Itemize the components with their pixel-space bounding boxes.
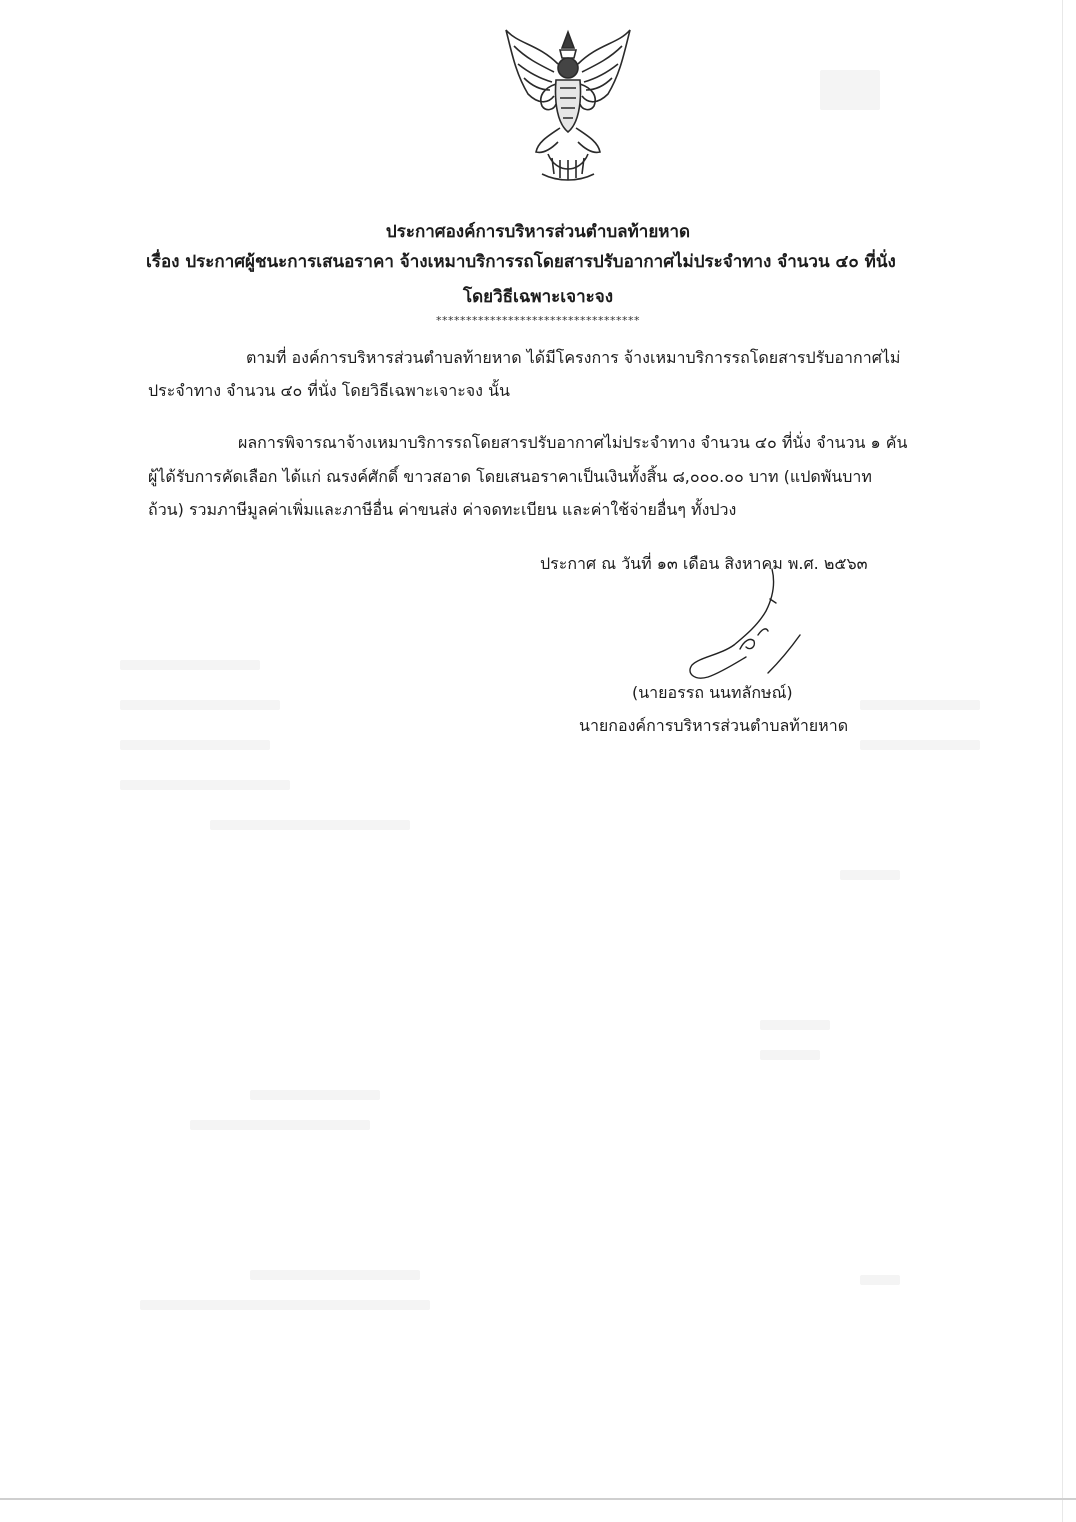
bleed-through-mark: [120, 660, 260, 670]
bleed-through-mark: [860, 700, 980, 710]
bleed-through-mark: [250, 1270, 420, 1280]
procurement-method: โดยวิธีเฉพาะเจาะจง: [462, 287, 614, 307]
bleed-through-mark: [760, 1050, 820, 1060]
paragraph-2-line-1: ผลการพิจารณาจ้างเหมาบริการรถโดยสารปรับอากาศไม่ประจำทาง จำนวน ๔๐ ที่นั่ง จำนวน ๑ คัน: [238, 433, 908, 452]
paragraph-2-line-3: ถ้วน) รวมภาษีมูลค่าเพิ่มและภาษีอื่น ค่าขนส่ง ค่าจดทะเบียน และค่าใช้จ่ายอื่นๆ ทั้งปวง: [148, 500, 737, 519]
bleed-through-mark: [190, 1120, 370, 1130]
announcement-subject: เรื่อง ประกาศผู้ชนะการเสนอราคา จ้างเหมาบริการรถโดยสารปรับอากาศไม่ประจำทาง จำนวน ๔๐ ที่นั่ง: [146, 252, 896, 272]
separator-stars: **********************************: [436, 314, 640, 327]
bleed-through-mark: [120, 740, 270, 750]
bleed-through-mark: [760, 1020, 830, 1030]
announcement-date: ประกาศ ณ วันที่ ๑๓ เดือน สิงหาคม พ.ศ. ๒๕๖๓: [540, 554, 868, 573]
page-bottom-edge: [0, 1498, 1076, 1500]
paragraph-1-line-2: ประจำทาง จำนวน ๔๐ ที่นั่ง โดยวิธีเฉพาะเจาะจง นั้น: [148, 381, 510, 400]
signer-name: (นายอรรถ นนทลักษณ์): [632, 683, 793, 702]
bleed-through-mark: [140, 1300, 430, 1310]
bleed-through-mark: [860, 1275, 900, 1285]
bleed-through-mark: [120, 700, 280, 710]
page-edge: [1062, 0, 1063, 1522]
bleed-through-mark: [210, 820, 410, 830]
paragraph-1-line-1: ตามที่ องค์การบริหารส่วนตำบลท้ายหาด ได้มีโครงการ จ้างเหมาบริการรถโดยสารปรับอากาศไม่: [246, 348, 901, 367]
bleed-through-mark: [120, 780, 290, 790]
garuda-emblem-icon: [498, 24, 638, 184]
bleed-through-mark: [820, 70, 880, 110]
signer-title: นายกองค์การบริหารส่วนตำบลท้ายหาด: [579, 716, 849, 735]
bleed-through-mark: [250, 1090, 380, 1100]
announcement-title: ประกาศองค์การบริหารส่วนตำบลท้ายหาด: [385, 222, 691, 242]
bleed-through-mark: [840, 870, 900, 880]
paragraph-2-line-2: ผู้ได้รับการคัดเลือก ได้แก่ ณรงค์ศักดิ์ ขาวสอาด โดยเสนอราคาเป็นเงินทั้งสิ้น ๘,๐๐๐.๐๐ บาท (แปดพันบาท: [148, 467, 872, 486]
bleed-through-mark: [860, 740, 980, 750]
handwritten-signature: [680, 565, 820, 695]
